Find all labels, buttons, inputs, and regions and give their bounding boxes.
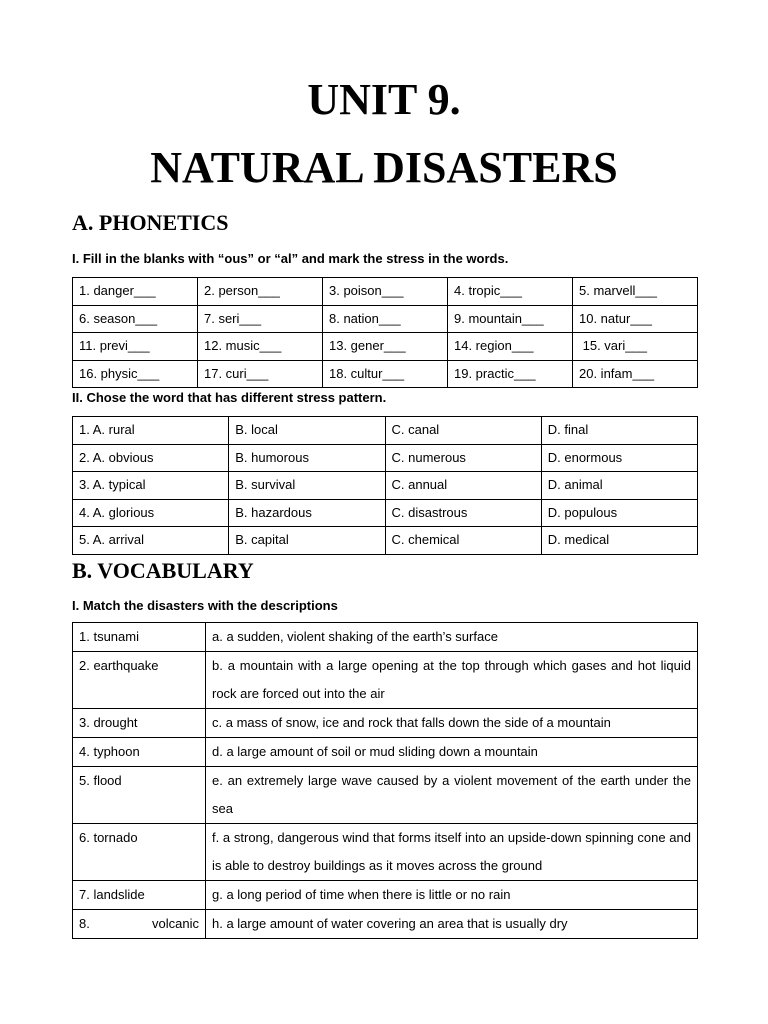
table-cell: 9. mountain___ bbox=[448, 305, 573, 333]
table-cell: 11. previ___ bbox=[73, 333, 198, 361]
disaster-term: 6. tornado bbox=[73, 824, 206, 881]
table-row bbox=[73, 472, 698, 500]
table-row bbox=[73, 910, 698, 939]
table-cell: C. chemical bbox=[385, 527, 541, 555]
disaster-description: d. a large amount of soil or mud sliding down a mountain bbox=[206, 738, 698, 767]
table-cell: 12. music___ bbox=[198, 333, 323, 361]
disaster-description: b. a mountain with a large opening at the top through which gases and hot liquid rock are forced out into the air bbox=[206, 652, 698, 709]
table-cell: 2. person___ bbox=[198, 278, 323, 306]
table-row bbox=[73, 738, 698, 767]
phonetics-instruction-1: I. Fill in the blanks with “ous” or “al” and mark the stress in the words. bbox=[72, 251, 509, 266]
term-number: 8. bbox=[79, 916, 90, 931]
table-cell: 3. A. typical bbox=[73, 472, 229, 500]
table-row bbox=[73, 444, 698, 472]
table-cell: 8. nation___ bbox=[323, 305, 448, 333]
table-row bbox=[73, 824, 698, 881]
table-cell: 4. A. glorious bbox=[73, 499, 229, 527]
table-cell: 2. A. obvious bbox=[73, 444, 229, 472]
stress-pattern-table bbox=[72, 416, 698, 555]
table-cell: D. populous bbox=[541, 499, 697, 527]
table-cell: 10. natur___ bbox=[573, 305, 698, 333]
disaster-term: 2. earthquake bbox=[73, 652, 206, 709]
table-cell: D. animal bbox=[541, 472, 697, 500]
vocabulary-heading: B. VOCABULARY bbox=[72, 558, 254, 583]
disaster-description: c. a mass of snow, ice and rock that falls down the side of a mountain bbox=[206, 709, 698, 738]
table-cell: D. medical bbox=[541, 527, 697, 555]
phonetics-instruction-2: II. Chose the word that has different stress pattern. bbox=[72, 390, 387, 405]
table-cell: B. survival bbox=[229, 472, 385, 500]
table-cell: 15. vari___ bbox=[573, 333, 698, 361]
table-cell: C. numerous bbox=[385, 444, 541, 472]
disaster-term bbox=[73, 910, 206, 939]
disaster-term: 3. drought bbox=[73, 709, 206, 738]
table-cell: D. enormous bbox=[541, 444, 697, 472]
vocabulary-instruction-1: I. Match the disasters with the descriptions bbox=[72, 598, 338, 613]
disaster-description: a. a sudden, violent shaking of the earth’s surface bbox=[206, 623, 698, 652]
table-row bbox=[73, 333, 698, 361]
unit-title: UNIT 9. bbox=[307, 75, 461, 124]
table-cell: 18. cultur___ bbox=[323, 360, 448, 388]
matching-table bbox=[72, 622, 698, 939]
disaster-term: 5. flood bbox=[73, 767, 206, 824]
table-cell: 7. seri___ bbox=[198, 305, 323, 333]
table-cell: B. local bbox=[229, 417, 385, 445]
disaster-description: g. a long period of time when there is little or no rain bbox=[206, 881, 698, 910]
table-cell: B. capital bbox=[229, 527, 385, 555]
disaster-description: f. a strong, dangerous wind that forms itself into an upside-down spinning cone and is able to destroy buildings as it moves across the ground bbox=[206, 824, 698, 881]
table-cell: B. hazardous bbox=[229, 499, 385, 527]
table-cell: 17. curi___ bbox=[198, 360, 323, 388]
table-cell: 1. danger___ bbox=[73, 278, 198, 306]
table-row bbox=[73, 360, 698, 388]
disaster-term: 7. landslide bbox=[73, 881, 206, 910]
table-row bbox=[73, 527, 698, 555]
table-cell: C. canal bbox=[385, 417, 541, 445]
table-cell: D. final bbox=[541, 417, 697, 445]
table-cell: 20. infam___ bbox=[573, 360, 698, 388]
disaster-description: h. a large amount of water covering an area that is usually dry bbox=[206, 910, 698, 939]
table-cell: 5. A. arrival bbox=[73, 527, 229, 555]
table-cell: 5. marvell___ bbox=[573, 278, 698, 306]
table-cell: 4. tropic___ bbox=[448, 278, 573, 306]
table-row bbox=[73, 305, 698, 333]
table-cell: 1. A. rural bbox=[73, 417, 229, 445]
disaster-description: e. an extremely large wave caused by a violent movement of the earth under the sea bbox=[206, 767, 698, 824]
disaster-term: 4. typhoon bbox=[73, 738, 206, 767]
table-cell: 14. region___ bbox=[448, 333, 573, 361]
table-cell: 6. season___ bbox=[73, 305, 198, 333]
fill-blanks-table bbox=[72, 277, 698, 388]
table-cell: C. disastrous bbox=[385, 499, 541, 527]
table-row bbox=[73, 623, 698, 652]
table-row bbox=[73, 652, 698, 709]
table-cell: 13. gener___ bbox=[323, 333, 448, 361]
table-row bbox=[73, 278, 698, 306]
table-row bbox=[73, 767, 698, 824]
table-cell: B. humorous bbox=[229, 444, 385, 472]
table-cell: 19. practic___ bbox=[448, 360, 573, 388]
table-row bbox=[73, 709, 698, 738]
table-cell: 3. poison___ bbox=[323, 278, 448, 306]
table-cell: 16. physic___ bbox=[73, 360, 198, 388]
table-cell: C. annual bbox=[385, 472, 541, 500]
table-row bbox=[73, 881, 698, 910]
phonetics-heading: A. PHONETICS bbox=[72, 210, 229, 235]
table-row bbox=[73, 417, 698, 445]
term-word: volcanic bbox=[152, 916, 199, 931]
topic-title: NATURAL DISASTERS bbox=[150, 143, 618, 192]
disaster-term: 1. tsunami bbox=[73, 623, 206, 652]
table-row bbox=[73, 499, 698, 527]
